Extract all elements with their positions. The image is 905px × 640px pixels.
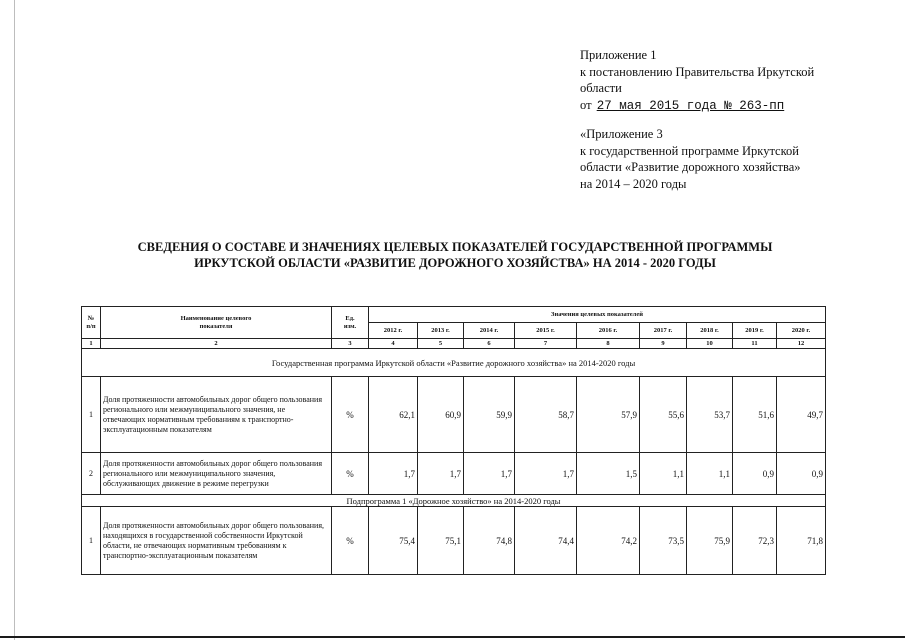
indicator-value: 0,9 [733,453,777,495]
indicators-table [81,306,826,575]
header-number: № п/п [82,307,101,339]
indicator-unit: % [332,507,369,575]
indicator-value: 74,4 [515,507,577,575]
indicator-value: 0,9 [777,453,826,495]
document-title [60,239,850,271]
appendix-1-block [580,47,880,114]
appendix-1-title: Приложение 1 [580,48,657,62]
indicator-index: 2 [82,453,101,495]
column-number: 10 [687,339,733,349]
header-indicator-name: Наименование целевого показателя [101,307,332,339]
column-number: 5 [418,339,464,349]
indicator-value: 53,7 [687,377,733,453]
indicator-index: 1 [82,377,101,453]
indicator-value: 75,4 [369,507,418,575]
header-year: 2017 г. [640,323,687,339]
indicator-value: 59,9 [464,377,515,453]
indicator-value: 49,7 [777,377,826,453]
indicator-row [82,507,826,575]
indicator-value: 57,9 [577,377,640,453]
column-number: 3 [332,339,369,349]
indicator-row [82,377,826,453]
header-year: 2012 г. [369,323,418,339]
indicator-value: 62,1 [369,377,418,453]
document-title-line-1: СВЕДЕНИЯ О СОСТАВЕ И ЗНАЧЕНИЯХ ЦЕЛЕВЫХ ПОКАЗАТЕЛЕЙ ГОСУДАРСТВЕННОЙ ПРОГРАММЫ [137,240,773,254]
decree-date: 27 мая 2015 года № 263-пп [596,98,785,113]
date-prefix: от [580,97,592,112]
indicator-name: Доля протяженности автомобильных дорог общего пользования регионального или межмуниципального значения, обслуживающих движение в режиме перегрузки [101,453,332,495]
indicator-unit: % [332,453,369,495]
indicator-value: 1,1 [687,453,733,495]
header-values-group: Значения целевых показателей [369,307,826,323]
column-number: 7 [515,339,577,349]
scan-edge-bottom [0,636,905,638]
header-year: 2016 г. [577,323,640,339]
header-year: 2015 г. [515,323,577,339]
header-year: 2013 г. [418,323,464,339]
appendix-3-program: к государственной программе Иркутской [580,143,799,158]
indicator-value: 74,8 [464,507,515,575]
header-year: 2018 г. [687,323,733,339]
indicator-value: 1,1 [640,453,687,495]
header-year: 2014 г. [464,323,515,339]
appendix-1-date-line [580,97,880,115]
indicator-unit: % [332,377,369,453]
indicator-value: 60,9 [418,377,464,453]
indicator-index: 1 [82,507,101,575]
column-number: 12 [777,339,826,349]
indicator-name: Доля протяженности автомобильных дорог общего пользования, находящихся в государственной собственности Иркутской области, не отвечающих нормативным требованиям к транспортно-эксплуатационным показателям [101,507,332,575]
section-title: Государственная программа Иркутской области «Развитие дорожного хозяйства» на 2014-2020 годы [82,349,826,377]
appendix-1-decree: к постановлению Правительства Иркутской [580,64,815,79]
column-number: 11 [733,339,777,349]
indicator-value: 55,6 [640,377,687,453]
column-number: 4 [369,339,418,349]
column-number: 2 [101,339,332,349]
section-row [82,495,826,507]
indicator-value: 1,7 [369,453,418,495]
indicator-value: 1,7 [418,453,464,495]
indicator-value: 75,1 [418,507,464,575]
column-number: 9 [640,339,687,349]
indicator-value: 1,7 [464,453,515,495]
column-number: 8 [577,339,640,349]
indicator-value: 58,7 [515,377,577,453]
appendix-3-period: на 2014 – 2020 годы [580,176,687,191]
scan-edge-left [14,0,15,640]
column-numbers-row [82,339,826,349]
section-row [82,349,826,377]
appendix-3-program-name: области «Развитие дорожного хозяйства» [580,160,801,174]
appendix-1-region: области [580,81,622,95]
indicator-value: 75,9 [687,507,733,575]
indicator-value: 73,5 [640,507,687,575]
column-number: 6 [464,339,515,349]
indicator-value: 71,8 [777,507,826,575]
column-number: 1 [82,339,101,349]
document-title-line-2: ИРКУТСКОЙ ОБЛАСТИ «РАЗВИТИЕ ДОРОЖНОГО ХОЗЯЙСТВА» НА 2014 - 2020 ГОДЫ [194,256,716,270]
indicator-value: 51,6 [733,377,777,453]
indicator-value: 74,2 [577,507,640,575]
header-unit: Ед. изм. [332,307,369,339]
indicator-name: Доля протяженности автомобильных дорог общего пользования регионального или межмуниципального значения, не отвечающих нормативным требованиям к транспортно-эксплуатационным показателям [101,377,332,453]
header-year: 2020 г. [777,323,826,339]
indicator-value: 72,3 [733,507,777,575]
section-title: Подпрограмма 1 «Дорожное хозяйство» на 2014-2020 годы [82,495,826,507]
header-year: 2019 г. [733,323,777,339]
appendix-3-block [580,126,880,192]
indicator-row [82,453,826,495]
indicator-value: 1,7 [515,453,577,495]
appendix-3-title: «Приложение 3 [580,127,663,141]
indicator-value: 1,5 [577,453,640,495]
